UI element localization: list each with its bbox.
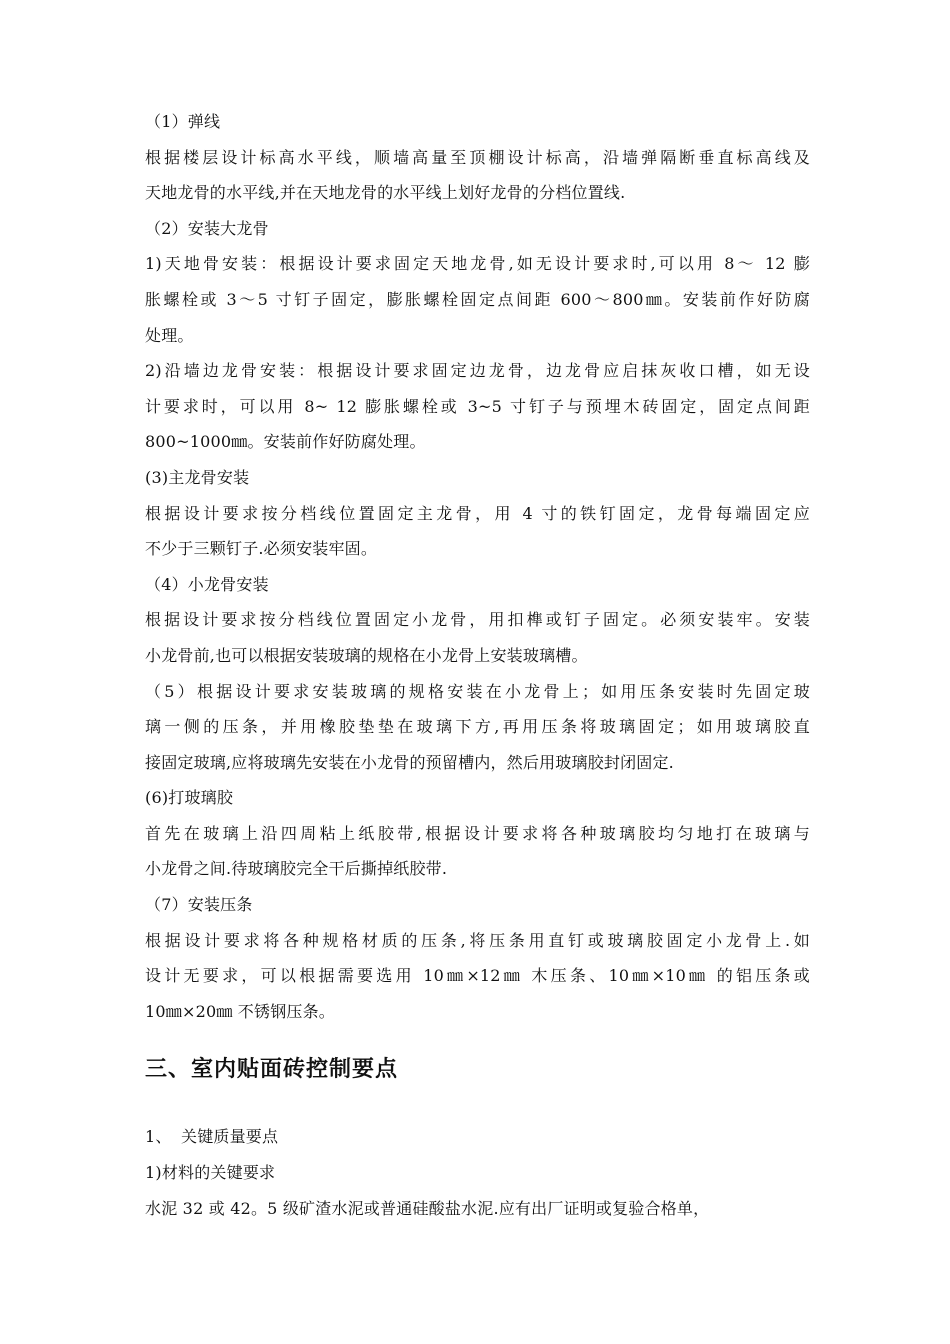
paragraph-line: 天地龙骨的水平线,并在天地龙骨的水平线上划好龙骨的分档位置线. [145,183,626,203]
paragraph-line: 璃一侧的压条，并用橡胶垫垫在玻璃下方,再用压条将玻璃固定；如用玻璃胶直 [145,717,810,737]
paragraph-line: 小龙骨之间.待玻璃胶完全干后撕掉纸胶带. [145,859,448,879]
step-4-title: （4）小龙骨安装 [145,574,269,594]
sub-title: 1)材料的关键要求 [145,1163,276,1183]
numbered-item [145,1119,810,1155]
document-page [145,104,810,1226]
paragraph-line: 小龙骨前,也可以根据安装玻璃的规格在小龙骨上安装玻璃槽。 [145,645,588,665]
paragraph-line: 设计无要求，可以根据需要选用 10㎜×12㎜ 木压条、10㎜×10㎜ 的铝压条或 [145,966,810,986]
paragraph-line: 处理。 [145,325,194,345]
step-7-title: （7）安装压条 [145,895,253,915]
paragraph-line: 水泥 32 或 42。5 级矿渣水泥或普通硅酸盐水泥.应有出厂证明或复验合格单， [145,1198,710,1218]
paragraph-line: 2)沿墙边龙骨安装：根据设计要求固定边龙骨，边龙骨应启抹灰收口槽，如无设 [145,361,810,381]
paragraph-line: 1)天地骨安装：根据设计要求固定天地龙骨,如无设计要求时,可以用 8～ 12 膨 [145,254,810,274]
section-heading: 三、室内贴面砖控制要点 [145,1057,399,1083]
paragraph-line: 根据设计要求按分档线位置固定主龙骨，用 4 寸的铁钉固定，龙骨每端固定应 [145,503,810,523]
step-6-title: (6)打玻璃胶 [145,788,234,808]
paragraph-line: 不少于三颗钉子.必须安装牢固。 [145,539,378,559]
paragraph-line: 根据楼层设计标高水平线，顺墙高量至顶棚设计标高，沿墙弹隔断垂直标高线及 [145,147,810,167]
paragraph-line: 接固定玻璃,应将玻璃先安装在小龙骨的预留槽内，然后用玻璃胶封闭固定. [145,752,674,772]
paragraph-line: 计要求时，可以用 8~ 12 膨胀螺栓或 3~5 寸钉子与预埋木砖固定，固定点间距 [145,396,810,416]
paragraph-line: 10㎜×20㎜ 不锈钢压条。 [145,1001,336,1021]
step-3-title: (3)主龙骨安装 [145,467,250,487]
item-number: 1、 [145,1127,172,1147]
step-1-title: （1）弹线 [145,112,221,131]
paragraph-line: 胀螺栓或 3～5 寸钉子固定，膨胀螺栓固定点间距 600～800㎜。安装前作好防腐 [145,289,810,309]
paragraph-line: 根据设计要求将各种规格材质的压条,将压条用直钉或玻璃胶固定小龙骨上.如 [145,930,810,950]
step-5-line: （5）根据设计要求安装玻璃的规格安装在小龙骨上；如用压条安装时先固定玻 [145,681,810,701]
item-title: 关键质量要点 [181,1127,279,1147]
paragraph-line: 800~1000㎜。安装前作好防腐处理。 [145,432,426,452]
step-2-title: （2）安装大龙骨 [145,218,269,238]
paragraph-line: 根据设计要求按分档线位置固定小龙骨，用扣榫或钉子固定。必须安装牢。安装 [145,610,810,630]
paragraph-line: 首先在玻璃上沿四周粘上纸胶带,根据设计要求将各种玻璃胶均匀地打在玻璃与 [145,823,810,843]
